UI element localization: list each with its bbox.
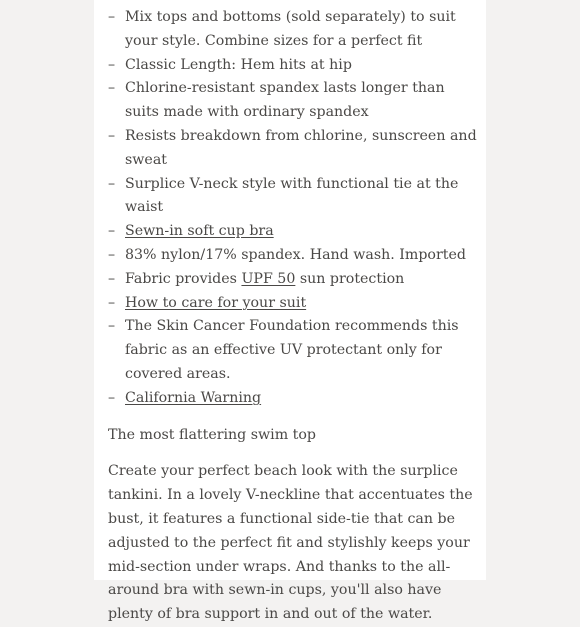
feature-text: Mix tops and bottoms (sold separately) to suit your style. Combine sizes for a perfect fit — [125, 9, 456, 49]
feature-item — [108, 173, 480, 221]
feature-item — [108, 77, 480, 125]
dash-bullet: – — [108, 246, 116, 263]
dash-bullet: – — [108, 294, 116, 311]
description-heading: The most flattering swim top — [108, 426, 317, 443]
feature-item — [108, 292, 480, 316]
feature-item — [108, 220, 480, 244]
feature-text-pre: Fabric provides — [125, 270, 242, 287]
california-warning-link[interactable]: California Warning — [125, 389, 262, 406]
dash-bullet: – — [108, 56, 116, 73]
care-instructions-link[interactable]: How to care for your suit — [125, 294, 307, 311]
dash-bullet: – — [108, 9, 116, 25]
feature-list — [108, 6, 480, 411]
upf-50-link[interactable]: UPF 50 — [241, 270, 296, 287]
feature-text: 83% nylon/17% spandex. Hand wash. Imported — [125, 246, 466, 263]
dash-bullet: – — [108, 318, 116, 335]
dash-bullet: – — [108, 223, 116, 240]
feature-item — [108, 387, 480, 411]
feature-item — [108, 315, 480, 386]
feature-item — [108, 6, 480, 54]
description-body: Create your perfect beach look with the surplice tankini. In a lovely V-neckline that accentuates the bust, it features a functional side-tie that can be adjusted to the perfect fit and stylishly keeps your mid-section under wraps. And thanks to the all-around bra with sewn-in cups, you'll also have plenty of bra support in and out of the water. — [108, 463, 473, 623]
feature-text: The Skin Cancer Foundation recommends this fabric as an effective UV protectant only for covered areas. — [125, 318, 459, 382]
sewn-in-bra-link[interactable]: Sewn-in soft cup bra — [125, 223, 274, 240]
dash-bullet: – — [108, 175, 116, 192]
feature-item — [108, 268, 480, 292]
feature-item — [108, 125, 480, 173]
product-details — [108, 6, 480, 627]
dash-bullet: – — [108, 389, 116, 406]
feature-item — [108, 54, 480, 78]
feature-text: Chlorine-resistant spandex lasts longer than suits made with ordinary spandex — [125, 80, 445, 121]
feature-item — [108, 244, 480, 268]
dash-bullet: – — [108, 127, 116, 144]
dash-bullet: – — [108, 80, 116, 97]
feature-text: Resists breakdown from chlorine, sunscreen and sweat — [125, 127, 477, 168]
feature-text: Classic Length: Hem hits at hip — [125, 56, 352, 73]
dash-bullet: – — [108, 270, 116, 287]
feature-text-post: sun protection — [295, 270, 405, 287]
feature-text: Surplice V-neck style with functional tie at the waist — [125, 175, 459, 216]
